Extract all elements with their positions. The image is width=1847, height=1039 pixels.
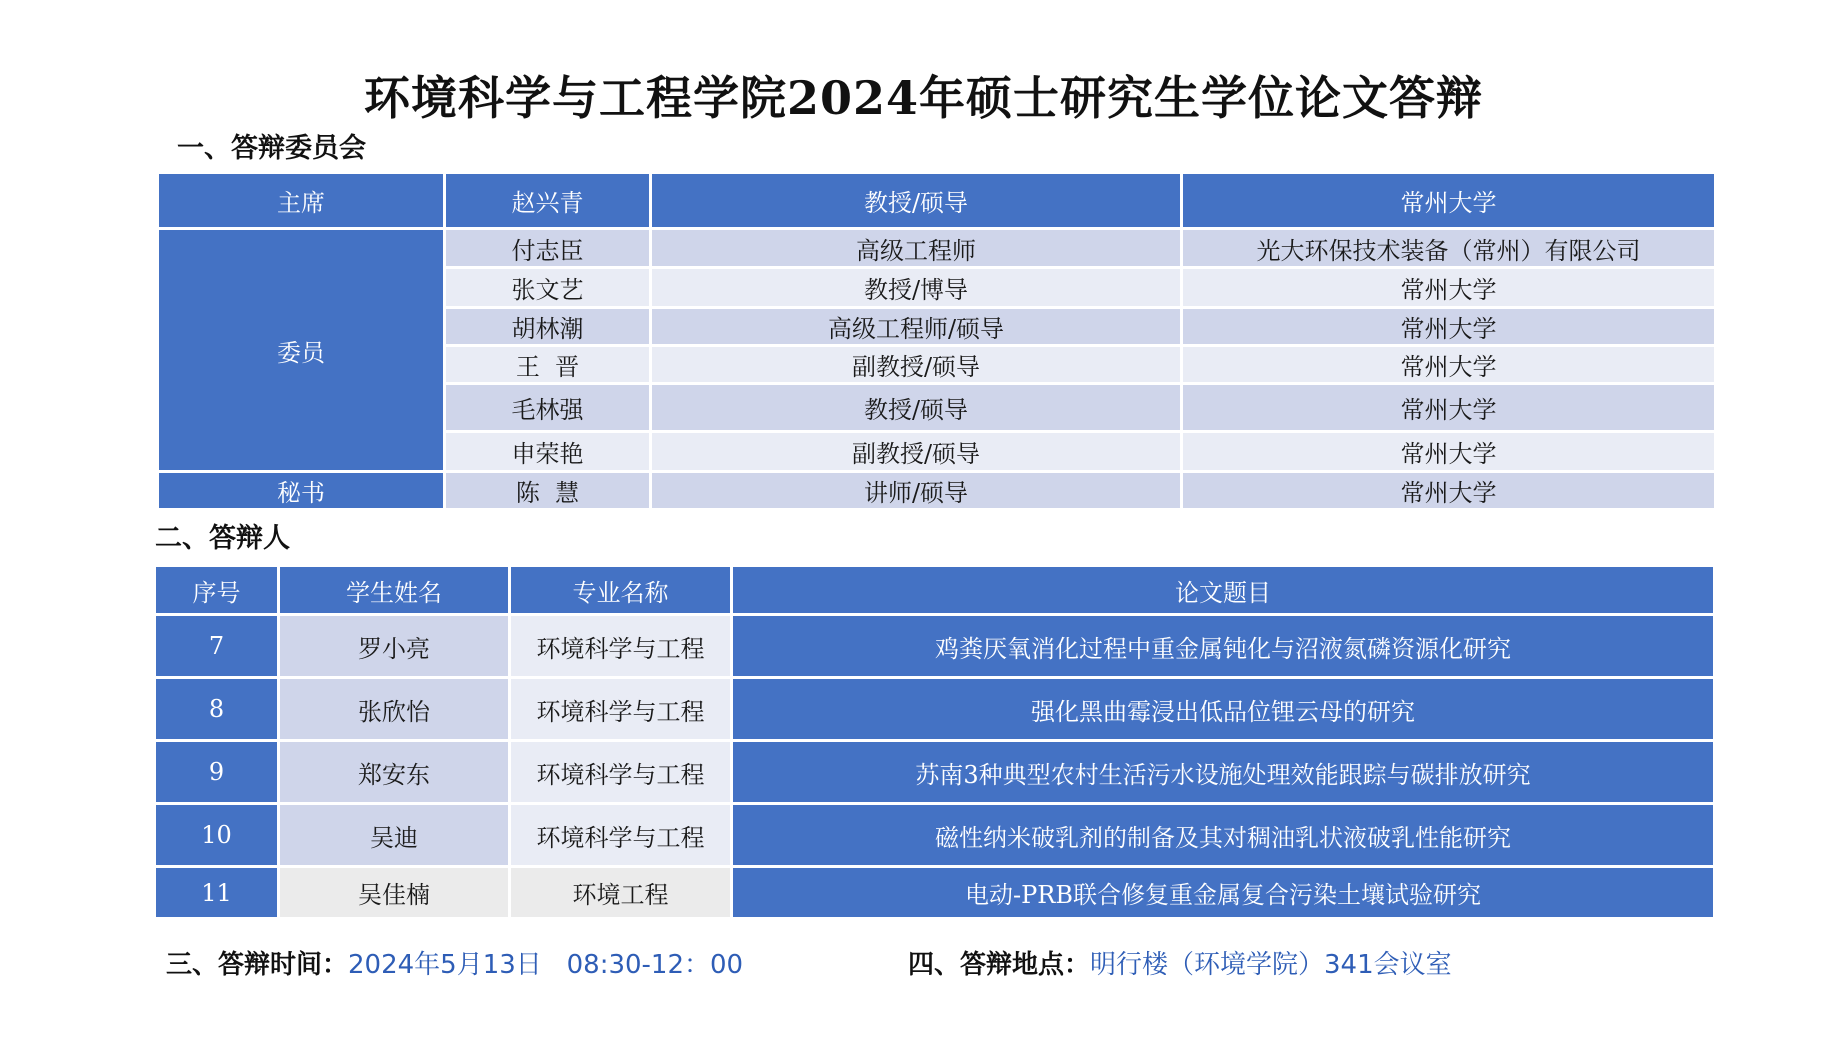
student-major: 环境工程 <box>510 867 732 919</box>
defense-time <box>166 944 743 981</box>
secretary-role: 秘书 <box>158 472 445 510</box>
student-no: 7 <box>155 615 279 678</box>
thesis-topic: 电动-PRB联合修复重金属复合污染土壤试验研究 <box>732 867 1715 919</box>
defense-time-value: 2024年5月13日 08:30-12：00 <box>348 950 744 980</box>
student-major: 环境科学与工程 <box>510 615 732 678</box>
member-org: 常州大学 <box>1182 308 1716 346</box>
student-major: 环境科学与工程 <box>510 678 732 741</box>
chair-org: 常州大学 <box>1182 173 1716 229</box>
committee-table <box>156 171 1717 511</box>
member-name: 付志臣 <box>445 229 651 268</box>
defense-row <box>155 804 1715 867</box>
student-name: 张欣怡 <box>279 678 510 741</box>
chair-name: 赵兴青 <box>445 173 651 229</box>
defense-header-row <box>155 566 1715 615</box>
thesis-topic: 鸡粪厌氧消化过程中重金属钝化与沼液氮磷资源化研究 <box>732 615 1715 678</box>
student-major: 环境科学与工程 <box>510 741 732 804</box>
member-name: 毛林强 <box>445 384 651 432</box>
defense-row <box>155 678 1715 741</box>
defense-row <box>155 867 1715 919</box>
member-title: 副教授/硕导 <box>651 346 1182 384</box>
header-topic: 论文题目 <box>732 566 1715 615</box>
student-major: 环境科学与工程 <box>510 804 732 867</box>
member-title: 高级工程师 <box>651 229 1182 268</box>
student-name: 郑安东 <box>279 741 510 804</box>
member-org: 常州大学 <box>1182 268 1716 308</box>
defense-place-label: 四、答辩地点： <box>908 950 1091 980</box>
member-name: 申荣艳 <box>445 432 651 472</box>
defense-row <box>155 615 1715 678</box>
chair-title: 教授/硕导 <box>651 173 1182 229</box>
member-org: 常州大学 <box>1182 346 1716 384</box>
defense-table <box>153 564 1716 920</box>
student-no: 9 <box>155 741 279 804</box>
member-name: 张文艺 <box>445 268 651 308</box>
header-name: 学生姓名 <box>279 566 510 615</box>
member-org: 常州大学 <box>1182 384 1716 432</box>
committee-secretary-row <box>158 472 1716 510</box>
student-no: 10 <box>155 804 279 867</box>
secretary-name: 陈 慧 <box>445 472 651 510</box>
student-no: 8 <box>155 678 279 741</box>
defense-time-label: 三、答辩时间： <box>166 950 349 980</box>
member-title: 教授/硕导 <box>651 384 1182 432</box>
section-defense-heading: 二、答辩人 <box>155 523 290 554</box>
defense-place <box>908 944 1452 981</box>
member-title: 副教授/硕导 <box>651 432 1182 472</box>
student-name: 吴迪 <box>279 804 510 867</box>
secretary-title: 讲师/硕导 <box>651 472 1182 510</box>
section-committee-heading: 一、答辩委员会 <box>177 133 366 164</box>
header-no: 序号 <box>155 566 279 615</box>
header-major: 专业名称 <box>510 566 732 615</box>
chair-role: 主席 <box>158 173 445 229</box>
student-name: 吴佳楠 <box>279 867 510 919</box>
thesis-topic: 强化黑曲霉浸出低品位锂云母的研究 <box>732 678 1715 741</box>
members-role: 委员 <box>158 229 445 472</box>
page-title: 环境科学与工程学院2024年硕士研究生学位论文答辩 <box>363 71 1484 125</box>
member-org: 光大环保技术装备（常州）有限公司 <box>1182 229 1716 268</box>
member-name: 胡林潮 <box>445 308 651 346</box>
secretary-org: 常州大学 <box>1182 472 1716 510</box>
member-title: 高级工程师/硕导 <box>651 308 1182 346</box>
committee-member-row <box>158 229 1716 268</box>
member-title: 教授/博导 <box>651 268 1182 308</box>
defense-row <box>155 741 1715 804</box>
student-name: 罗小亮 <box>279 615 510 678</box>
committee-chair-row <box>158 173 1716 229</box>
student-no: 11 <box>155 867 279 919</box>
member-name: 王 晋 <box>445 346 651 384</box>
thesis-topic: 磁性纳米破乳剂的制备及其对稠油乳状液破乳性能研究 <box>732 804 1715 867</box>
thesis-topic: 苏南3种典型农村生活污水设施处理效能跟踪与碳排放研究 <box>732 741 1715 804</box>
defense-place-value: 明行楼（环境学院）341会议室 <box>1090 950 1452 980</box>
member-org: 常州大学 <box>1182 432 1716 472</box>
